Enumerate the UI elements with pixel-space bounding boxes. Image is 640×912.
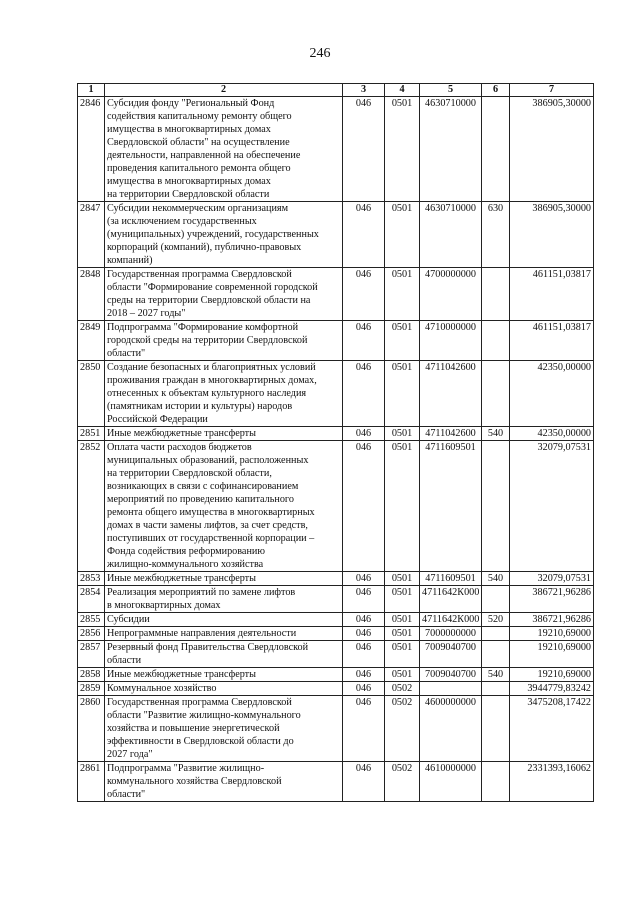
row-section: 0501 <box>385 572 420 586</box>
row-name: Подпрограмма "Развитие жилищно- коммунального хозяйства Свердловской области" <box>105 762 343 802</box>
row-section: 0501 <box>385 627 420 641</box>
budget-table <box>77 83 594 802</box>
row-name: Создание безопасных и благоприятных условий проживания граждан в многоквартирных домах, отнесенных к объектам культурного наследия (памятникам истории и культуры) народов Российской Федерации <box>105 361 343 427</box>
table-row <box>78 572 594 586</box>
row-name: Государственная программа Свердловской области "Формирование современной городской среды на территории Свердловской области на 2018 – 2027 годы" <box>105 268 343 321</box>
row-expense-type: 540 <box>482 572 510 586</box>
table-row <box>78 268 594 321</box>
row-sum: 19210,69000 <box>510 627 594 641</box>
row-expense-type: 630 <box>482 202 510 268</box>
row-number: 2853 <box>78 572 105 586</box>
row-number: 2859 <box>78 682 105 696</box>
row-code: 046 <box>343 696 385 762</box>
row-code: 046 <box>343 668 385 682</box>
row-expense-type <box>482 627 510 641</box>
row-sum: 461151,03817 <box>510 268 594 321</box>
row-expense-type <box>482 641 510 668</box>
row-sum: 386721,96286 <box>510 586 594 613</box>
row-name: Субсидия фонду "Региональный Фонд содействия капитальному ремонту общего имущества в многоквартирных домах Свердловской области" на осуществление деятельности, направленной на обеспечение проведения капитального ремонта общего имущества в многоквартирных домах на территории Свердловской области <box>105 97 343 202</box>
row-number: 2855 <box>78 613 105 627</box>
header-cell: 4 <box>385 84 420 97</box>
row-expense-type <box>482 97 510 202</box>
row-expense-type <box>482 441 510 572</box>
row-name: Субсидии некоммерческим организациям (за исключением государственных (муниципальных) учреждений, государственных корпораций (компаний), публично-правовых компаний) <box>105 202 343 268</box>
row-name: Иные межбюджетные трансферты <box>105 668 343 682</box>
row-article: 4711042600 <box>420 361 482 427</box>
row-section: 0501 <box>385 641 420 668</box>
row-number: 2861 <box>78 762 105 802</box>
row-number: 2851 <box>78 427 105 441</box>
table-row <box>78 762 594 802</box>
row-name: Резервный фонд Правительства Свердловской области <box>105 641 343 668</box>
row-sum: 461151,03817 <box>510 321 594 361</box>
row-number: 2857 <box>78 641 105 668</box>
row-section: 0502 <box>385 696 420 762</box>
row-article: 4630710000 <box>420 202 482 268</box>
row-article: 4711609501 <box>420 441 482 572</box>
row-code: 046 <box>343 613 385 627</box>
row-code: 046 <box>343 97 385 202</box>
header-cell: 2 <box>105 84 343 97</box>
row-article <box>420 682 482 696</box>
row-section: 0501 <box>385 268 420 321</box>
row-number: 2860 <box>78 696 105 762</box>
table-row <box>78 441 594 572</box>
row-section: 0501 <box>385 441 420 572</box>
row-sum: 42350,00000 <box>510 361 594 427</box>
row-sum: 19210,69000 <box>510 668 594 682</box>
row-name: Оплата части расходов бюджетов муниципальных образований, расположенных на территории Свердловской области, возникающих в связи с софинансированием мероприятий по проведению капитального ремонта общего имущества в многоквартирных домах в части замены лифтов, за счет средств, поступивших от государственной корпорации – Фонда содействия реформированию жилищно-коммунального хозяйства <box>105 441 343 572</box>
table-row <box>78 627 594 641</box>
table-row <box>78 586 594 613</box>
header-cell: 5 <box>420 84 482 97</box>
row-article: 4600000000 <box>420 696 482 762</box>
header-cell: 6 <box>482 84 510 97</box>
row-code: 046 <box>343 762 385 802</box>
row-number: 2847 <box>78 202 105 268</box>
row-sum: 3475208,17422 <box>510 696 594 762</box>
table-row <box>78 97 594 202</box>
table-row <box>78 668 594 682</box>
row-section: 0501 <box>385 97 420 202</box>
row-name: Подпрограмма "Формирование комфортной городской среды на территории Свердловской области" <box>105 321 343 361</box>
row-expense-type <box>482 586 510 613</box>
row-expense-type <box>482 321 510 361</box>
row-expense-type <box>482 361 510 427</box>
row-sum: 19210,69000 <box>510 641 594 668</box>
row-article: 7009040700 <box>420 668 482 682</box>
row-name: Непрограммные направления деятельности <box>105 627 343 641</box>
row-section: 0501 <box>385 586 420 613</box>
table-row <box>78 202 594 268</box>
row-code: 046 <box>343 427 385 441</box>
row-article: 4711042600 <box>420 427 482 441</box>
table-row <box>78 613 594 627</box>
row-article: 4711642К000 <box>420 613 482 627</box>
row-expense-type <box>482 268 510 321</box>
row-code: 046 <box>343 627 385 641</box>
row-number: 2858 <box>78 668 105 682</box>
row-section: 0501 <box>385 613 420 627</box>
row-expense-type <box>482 696 510 762</box>
row-section: 0501 <box>385 427 420 441</box>
row-expense-type: 540 <box>482 427 510 441</box>
page-number: 246 <box>309 46 331 61</box>
row-article: 4711642К000 <box>420 586 482 613</box>
row-sum: 386905,30000 <box>510 202 594 268</box>
row-number: 2850 <box>78 361 105 427</box>
row-number: 2849 <box>78 321 105 361</box>
table-row <box>78 321 594 361</box>
row-expense-type <box>482 762 510 802</box>
row-name: Субсидии <box>105 613 343 627</box>
row-sum: 386721,96286 <box>510 613 594 627</box>
row-sum: 32079,07531 <box>510 441 594 572</box>
row-section: 0502 <box>385 682 420 696</box>
table-row <box>78 696 594 762</box>
row-article: 4630710000 <box>420 97 482 202</box>
row-article: 4710000000 <box>420 321 482 361</box>
header-cell: 1 <box>78 84 105 97</box>
row-code: 046 <box>343 361 385 427</box>
row-expense-type <box>482 682 510 696</box>
row-name: Государственная программа Свердловской области "Развитие жилищно-коммунального хозяйства и повышение энергетической эффективности в Свердловской области до 2027 года" <box>105 696 343 762</box>
row-article: 4700000000 <box>420 268 482 321</box>
table-row <box>78 641 594 668</box>
row-section: 0501 <box>385 202 420 268</box>
row-number: 2846 <box>78 97 105 202</box>
row-code: 046 <box>343 268 385 321</box>
row-section: 0501 <box>385 668 420 682</box>
row-name: Коммунальное хозяйство <box>105 682 343 696</box>
header-cell: 7 <box>510 84 594 97</box>
row-expense-type: 540 <box>482 668 510 682</box>
row-article: 4711609501 <box>420 572 482 586</box>
row-section: 0502 <box>385 762 420 802</box>
row-sum: 32079,07531 <box>510 572 594 586</box>
header-row <box>78 84 594 97</box>
header-cell: 3 <box>343 84 385 97</box>
row-code: 046 <box>343 572 385 586</box>
table-row <box>78 427 594 441</box>
row-code: 046 <box>343 321 385 361</box>
table-row <box>78 682 594 696</box>
row-sum: 42350,00000 <box>510 427 594 441</box>
row-sum: 386905,30000 <box>510 97 594 202</box>
row-name: Реализация мероприятий по замене лифтов в многоквартирных домах <box>105 586 343 613</box>
row-name: Иные межбюджетные трансферты <box>105 572 343 586</box>
row-section: 0501 <box>385 321 420 361</box>
row-number: 2848 <box>78 268 105 321</box>
row-section: 0501 <box>385 361 420 427</box>
row-name: Иные межбюджетные трансферты <box>105 427 343 441</box>
row-code: 046 <box>343 641 385 668</box>
row-code: 046 <box>343 586 385 613</box>
row-article: 4610000000 <box>420 762 482 802</box>
row-code: 046 <box>343 202 385 268</box>
table-body <box>78 97 594 802</box>
row-article: 7000000000 <box>420 627 482 641</box>
row-code: 046 <box>343 441 385 572</box>
row-number: 2854 <box>78 586 105 613</box>
row-number: 2856 <box>78 627 105 641</box>
row-sum: 3944779,83242 <box>510 682 594 696</box>
table-row <box>78 361 594 427</box>
row-number: 2852 <box>78 441 105 572</box>
row-code: 046 <box>343 682 385 696</box>
row-expense-type: 520 <box>482 613 510 627</box>
row-article: 7009040700 <box>420 641 482 668</box>
row-sum: 2331393,16062 <box>510 762 594 802</box>
